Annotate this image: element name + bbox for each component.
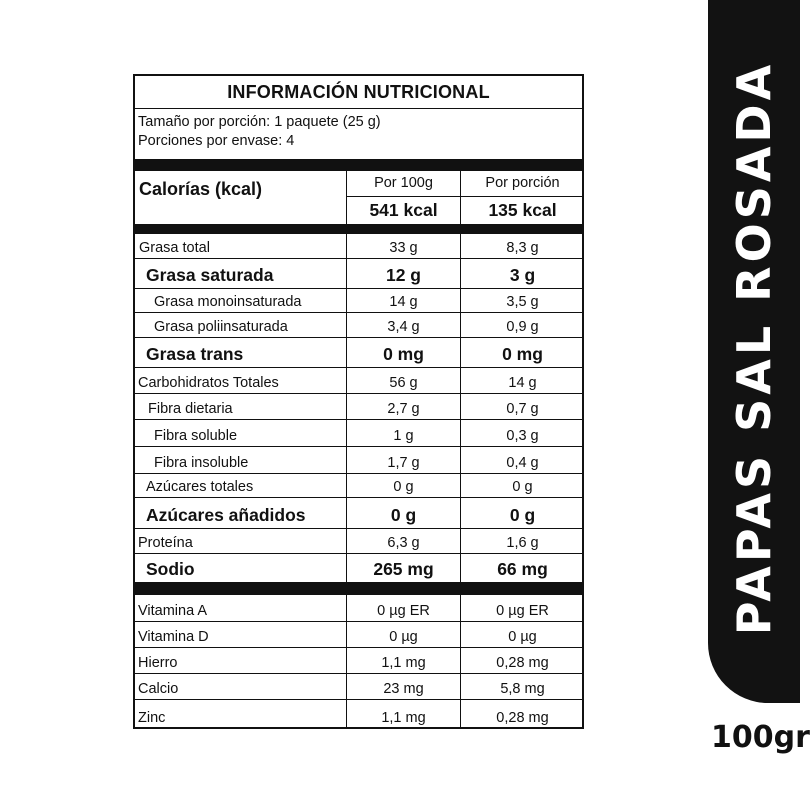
col2-header: Por porción <box>485 175 560 191</box>
divider-bar <box>135 224 582 234</box>
value-per-100g: 14 g <box>389 294 418 310</box>
value-per-portion: 14 g <box>508 375 537 391</box>
nutrient-row <box>135 529 582 554</box>
nutrient-row <box>135 234 582 259</box>
nutrient-name: Carbohidratos Totales <box>138 375 279 391</box>
nutrient-name: Calcio <box>138 681 179 697</box>
nutrient-name: Zinc <box>138 710 166 726</box>
value-per-portion: 1,6 g <box>506 535 539 551</box>
nutrient-name: Vitamina D <box>138 629 209 645</box>
value-per-100g: 0 µg ER <box>377 603 430 619</box>
divider-bar <box>135 583 582 595</box>
value-per-100g: 2,7 g <box>387 401 420 417</box>
value-per-100g: 0 g <box>390 505 417 525</box>
value-per-portion: 3,5 g <box>506 294 539 310</box>
value-per-100g: 23 mg <box>383 681 424 697</box>
value-per-portion: 0,4 g <box>506 455 539 471</box>
value-per-100g: 56 g <box>389 375 418 391</box>
value-per-portion: 0 µg ER <box>496 603 549 619</box>
nutrient-row <box>135 648 582 674</box>
nutrient-row <box>135 554 582 583</box>
value-per-portion: 0 g <box>512 479 533 495</box>
nutrient-name: Grasa saturada <box>146 265 274 285</box>
calories-portion: 135 kcal <box>488 200 557 220</box>
divider-bar <box>135 159 582 171</box>
nutrient-row <box>135 289 582 313</box>
value-per-100g: 1,1 mg <box>381 655 426 671</box>
value-per-portion: 66 mg <box>497 559 548 579</box>
calories-100g: 541 kcal <box>369 200 438 220</box>
nutrient-name: Azúcares totales <box>146 479 254 495</box>
col1-header: Por 100g <box>374 175 433 191</box>
value-per-portion: 0,7 g <box>506 401 539 417</box>
value-per-portion: 0,28 mg <box>496 655 549 671</box>
value-per-portion: 0,3 g <box>506 428 539 444</box>
nutrient-row <box>135 622 582 648</box>
value-per-portion: 8,3 g <box>506 240 539 256</box>
nutrient-row <box>135 420 582 447</box>
value-per-100g: 12 g <box>385 265 422 285</box>
value-per-100g: 0 g <box>393 479 414 495</box>
value-per-100g: 0 mg <box>383 344 424 364</box>
nutrient-name: Grasa trans <box>146 344 244 364</box>
value-per-100g: 1,1 mg <box>381 710 426 726</box>
nutrient-name: Fibra dietaria <box>148 401 233 417</box>
value-per-100g: 1 g <box>393 428 414 444</box>
serving-size: Tamaño por porción: 1 paquete (25 g) <box>138 114 381 130</box>
value-per-portion: 0 g <box>509 505 536 525</box>
value-per-portion: 3 g <box>509 265 536 285</box>
label-title: INFORMACIÓN NUTRICIONAL <box>135 76 582 109</box>
nutrient-row <box>135 394 582 420</box>
calories-block <box>135 171 582 225</box>
value-per-100g: 6,3 g <box>387 535 420 551</box>
nutrient-name: Proteína <box>138 535 193 551</box>
nutrient-row <box>135 338 582 368</box>
value-per-100g: 1,7 g <box>387 455 420 471</box>
nutrient-name: Hierro <box>138 655 178 671</box>
servings-per-container: Porciones por envase: 4 <box>138 133 295 149</box>
nutrient-name: Fibra insoluble <box>154 455 249 471</box>
nutrient-name: Grasa total <box>139 240 210 256</box>
nutrition-label <box>133 74 584 729</box>
nutrient-name: Sodio <box>146 559 195 579</box>
nutrient-row <box>135 700 582 729</box>
value-per-100g: 265 mg <box>373 559 434 579</box>
value-per-100g: 3,4 g <box>387 319 420 335</box>
value-per-portion: 0,28 mg <box>496 710 549 726</box>
nutrient-row <box>135 313 582 338</box>
nutrient-row <box>135 498 582 529</box>
nutrient-row <box>135 447 582 474</box>
product-name: PAPAS SAL ROSADA <box>727 60 781 636</box>
nutrient-name: Azúcares añadidos <box>146 505 306 525</box>
nutrient-row <box>135 474 582 498</box>
nutrient-name: Grasa monoinsaturada <box>154 294 302 310</box>
value-per-portion: 0,9 g <box>506 319 539 335</box>
nutrient-name: Grasa poliinsaturada <box>154 319 288 335</box>
value-per-100g: 0 µg <box>389 629 418 645</box>
nutrient-row <box>135 595 582 622</box>
value-per-portion: 0 µg <box>508 629 537 645</box>
value-per-100g: 33 g <box>389 240 418 256</box>
calories-label: Calorías (kcal) <box>139 179 263 199</box>
serving-info <box>135 109 582 159</box>
value-per-portion: 5,8 mg <box>500 681 545 697</box>
nutrient-name: Fibra soluble <box>154 428 238 444</box>
header-divider <box>347 196 584 197</box>
product-weight: 100gr <box>711 720 810 755</box>
nutrient-row <box>135 259 582 289</box>
nutrient-name: Vitamina A <box>138 603 208 619</box>
nutrient-row <box>135 674 582 700</box>
value-per-portion: 0 mg <box>502 344 543 364</box>
nutrient-row <box>135 368 582 394</box>
